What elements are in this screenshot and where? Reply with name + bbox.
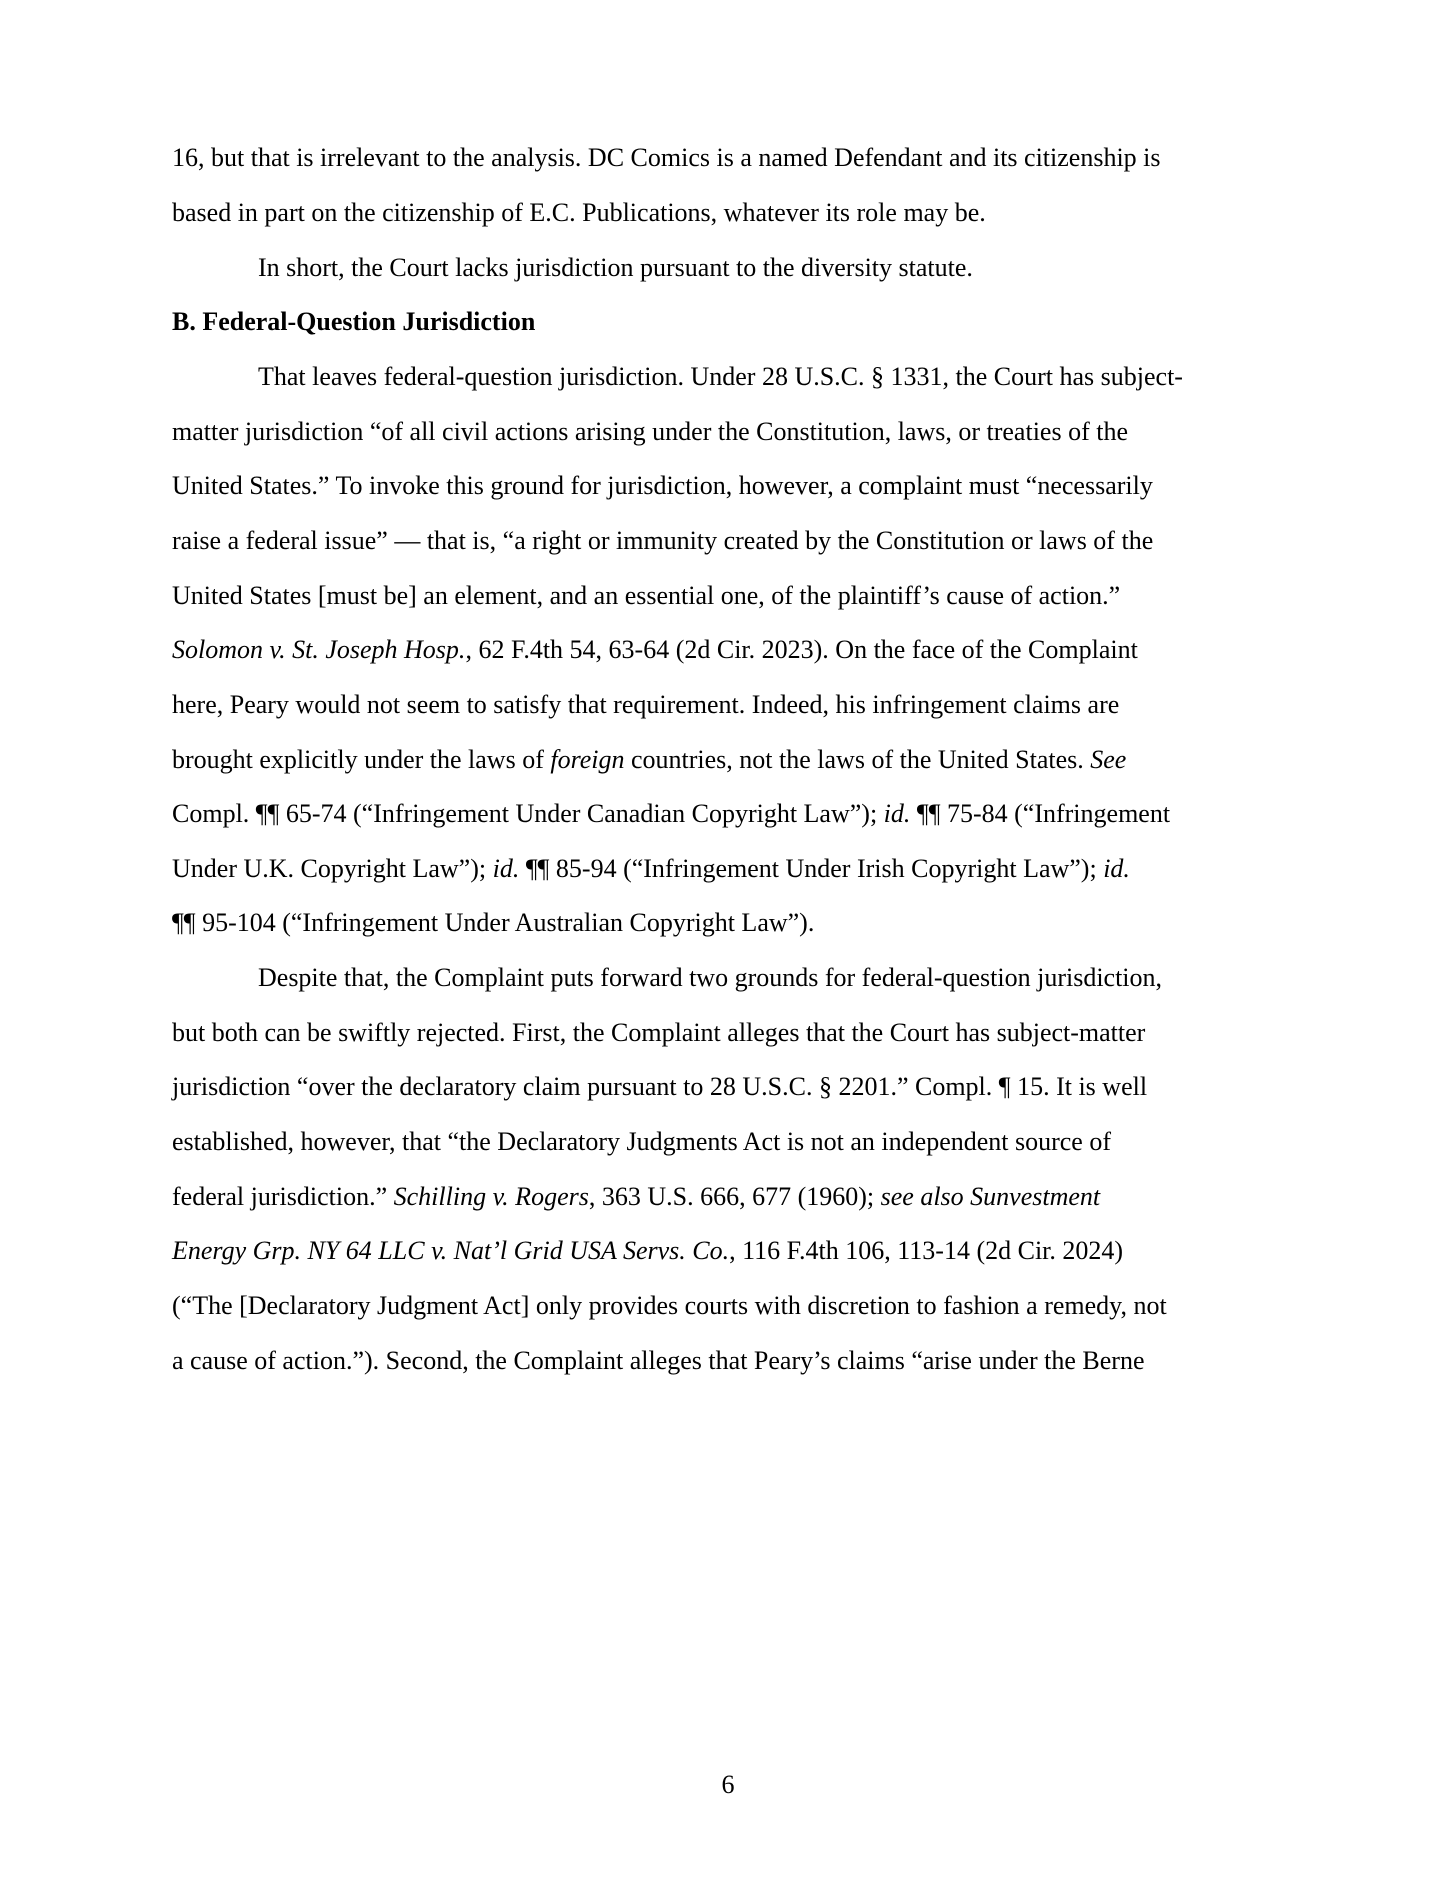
signal: See — [1090, 745, 1127, 774]
text-line: United States [must be] an element, and an essential one, of the plaintiff’s cause of action.” — [172, 581, 1121, 610]
text-line: In short, the Court lacks jurisdiction pursuant to the diversity statute. — [258, 253, 973, 282]
text-line: United States.” To invoke this ground for jurisdiction, however, a complaint must “necessarily — [172, 471, 1153, 500]
signal: id. — [1103, 854, 1130, 883]
text-span: brought explicitly under the laws of — [172, 745, 551, 774]
text-line — [172, 1182, 1100, 1212]
text-line — [172, 635, 1138, 665]
text-line — [172, 854, 1130, 884]
text-line — [172, 745, 1126, 775]
case-citation: Energy Grp. NY 64 LLC v. Nat’l Grid USA Servs. Co. — [172, 1236, 730, 1265]
text-line — [172, 1236, 1123, 1266]
text-span: ¶¶ — [519, 854, 550, 883]
section-heading: B. Federal-Question Jurisdiction — [172, 307, 536, 336]
case-citation: see also Sunvestment — [880, 1182, 1101, 1211]
text-line — [172, 799, 1170, 829]
case-citation: Schilling v. Rogers — [393, 1182, 589, 1211]
text-span: , 116 F.4th 106, 113-14 (2d Cir. 2024) — [729, 1236, 1124, 1265]
text-span: countries, not the laws of the United States. — [624, 745, 1091, 774]
signal: id. — [883, 799, 911, 828]
text-line: (“The [Declaratory Judgment Act] only provides courts with discretion to fashion a remedy, not — [172, 1291, 1167, 1320]
text-span: Compl. ¶¶ — [172, 799, 280, 828]
text-line: matter jurisdiction “of all civil actions arising under the Constitution, laws, or treaties of the — [172, 417, 1128, 446]
emphasis: foreign — [550, 745, 625, 774]
text-line: a cause of action.”). Second, the Complaint alleges that Peary’s claims “arise under the Berne — [172, 1346, 1145, 1375]
text-line: based in part on the citizenship of E.C. Publications, whatever its role may be. — [172, 198, 986, 227]
case-citation: Solomon v. St. Joseph Hosp. — [172, 635, 466, 664]
signal: id. — [492, 854, 520, 883]
text-line: but both can be swiftly rejected. First, the Complaint alleges that the Court has subject-matter — [172, 1018, 1146, 1047]
text-span: Under U.K. Copyright Law”); — [172, 854, 493, 883]
text-line: jurisdiction “over the declaratory claim pursuant to 28 U.S.C. § 2201.” Compl. ¶ 15. It is well — [172, 1072, 1148, 1101]
text-span: federal jurisdiction.” — [172, 1182, 394, 1211]
text-line: That leaves federal-question jurisdiction. Under 28 U.S.C. § 1331, the Court has subject- — [258, 362, 1183, 391]
text-line: established, however, that “the Declaratory Judgments Act is not an independent source of — [172, 1127, 1112, 1156]
text-span: ¶¶ 75-84 (“Infringement — [910, 799, 1171, 828]
text-line: here, Peary would not seem to satisfy that requirement. Indeed, his infringement claims are — [172, 690, 1120, 719]
text-line: ¶¶ 95-104 (“Infringement Under Australian Copyright Law”). — [172, 908, 815, 937]
citation-text: , 62 F.4th 54, 63-64 (2d Cir. 2023). On the face of the Complaint — [465, 635, 1138, 664]
text-span: 65-74 (“Infringement Under Canadian Copyright Law”); — [279, 799, 884, 828]
text-span: 85-94 (“Infringement Under Irish Copyright Law”); — [549, 854, 1104, 883]
text-span: , 363 U.S. 666, 677 (1960); — [588, 1182, 881, 1211]
text-line: 16, but that is irrelevant to the analysis. DC Comics is a named Defendant and its citizenship is — [172, 143, 1161, 172]
page-number: 6 — [721, 1770, 735, 1799]
text-line: Despite that, the Complaint puts forward two grounds for federal-question jurisdiction, — [258, 963, 1163, 992]
text-line: raise a federal issue” — that is, “a right or immunity created by the Constitution or laws of the — [172, 526, 1154, 555]
